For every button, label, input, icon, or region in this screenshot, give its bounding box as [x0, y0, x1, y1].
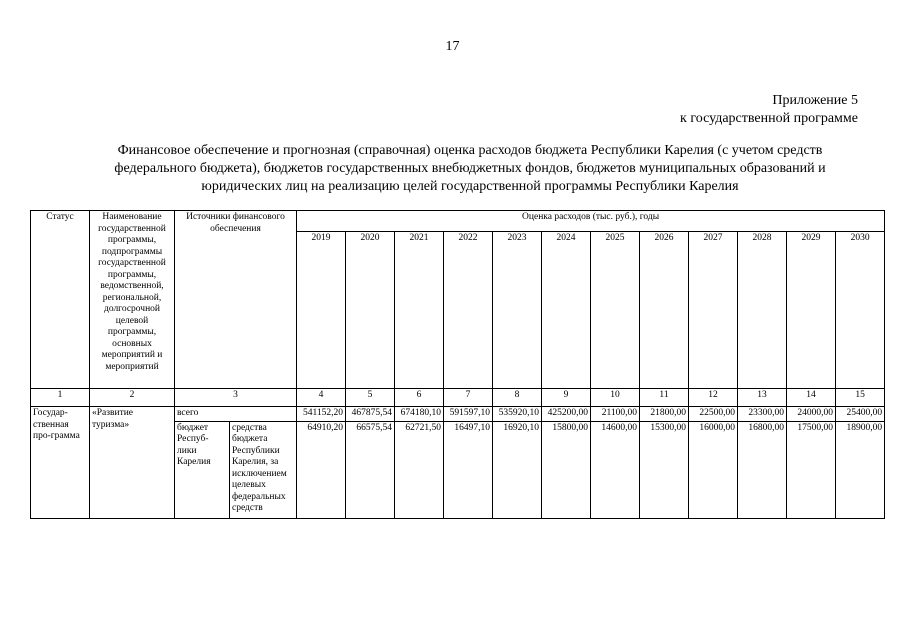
row-budget-sublabel: средства бюджета Республики Карелия, за исключением целевых федеральных средств	[230, 421, 297, 518]
header-year: 2028	[738, 232, 787, 389]
column-number: 2	[90, 389, 175, 407]
column-number: 11	[640, 389, 689, 407]
total-value: 535920,10	[493, 407, 542, 422]
total-value: 591597,10	[444, 407, 493, 422]
total-value: 23300,00	[738, 407, 787, 422]
budget-value: 66575,54	[346, 421, 395, 518]
header-year: 2019	[297, 232, 346, 389]
appendix-heading	[680, 92, 858, 128]
column-number: 12	[689, 389, 738, 407]
page-number: 17	[445, 39, 460, 54]
total-value: 22500,00	[689, 407, 738, 422]
table-row	[31, 407, 885, 422]
total-value: 467875,54	[346, 407, 395, 422]
header-year: 2020	[346, 232, 395, 389]
column-number: 9	[542, 389, 591, 407]
budget-value: 15300,00	[640, 421, 689, 518]
row-status: Государ-ственная про-грамма	[31, 407, 90, 519]
row-budget-label: бюджет Респуб-лики Карелия	[175, 421, 230, 518]
document-title	[80, 142, 860, 196]
appendix-line-2: к государственной программе	[680, 111, 858, 126]
column-number: 13	[738, 389, 787, 407]
finance-table	[30, 210, 885, 519]
header-year: 2023	[493, 232, 542, 389]
column-number: 15	[836, 389, 885, 407]
total-value: 425200,00	[542, 407, 591, 422]
column-number: 14	[787, 389, 836, 407]
total-value: 674180,10	[395, 407, 444, 422]
header-year: 2022	[444, 232, 493, 389]
column-number: 7	[444, 389, 493, 407]
header-year: 2025	[591, 232, 640, 389]
title-line-3: юридических лиц на реализацию целей государственной программы Республики Карелия	[201, 179, 739, 194]
column-number: 4	[297, 389, 346, 407]
row-program-name: «Развитие туризма»	[90, 407, 175, 519]
header-year: 2029	[787, 232, 836, 389]
budget-value: 62721,50	[395, 421, 444, 518]
total-value: 21100,00	[591, 407, 640, 422]
column-number: 1	[31, 389, 90, 407]
header-year: 2027	[689, 232, 738, 389]
header-sources: Источники финансового обеспечения	[175, 211, 297, 389]
budget-value: 16920,10	[493, 421, 542, 518]
title-line-1: Финансовое обеспечение и прогнозная (справочная) оценка расходов бюджета Республики Карелия (с учетом средств	[117, 143, 823, 158]
total-value: 21800,00	[640, 407, 689, 422]
budget-value: 16800,00	[738, 421, 787, 518]
header-year: 2030	[836, 232, 885, 389]
column-number: 10	[591, 389, 640, 407]
budget-value: 64910,20	[297, 421, 346, 518]
budget-value: 14600,00	[591, 421, 640, 518]
appendix-line-1: Приложение 5	[772, 93, 858, 108]
column-number: 5	[346, 389, 395, 407]
column-number: 6	[395, 389, 444, 407]
total-value: 25400,00	[836, 407, 885, 422]
header-year: 2024	[542, 232, 591, 389]
column-number: 8	[493, 389, 542, 407]
header-year: 2021	[395, 232, 444, 389]
title-line-2: федерального бюджета), бюджетов государственных внебюджетных фондов, бюджетов муниципальных образований и	[114, 161, 826, 176]
column-number: 3	[175, 389, 297, 407]
total-value: 24000,00	[787, 407, 836, 422]
budget-value: 17500,00	[787, 421, 836, 518]
row-total-label: всего	[175, 407, 297, 422]
header-status: Статус	[31, 211, 90, 389]
total-value: 541152,20	[297, 407, 346, 422]
budget-value: 18900,00	[836, 421, 885, 518]
budget-value: 15800,00	[542, 421, 591, 518]
header-year: 2026	[640, 232, 689, 389]
header-name: Наименование государственной программы, подпрограммы государственной программы, ведомственной, региональной, долгосрочной целевой программы, основных мероприятий и мероприятий	[90, 211, 175, 389]
budget-value: 16000,00	[689, 421, 738, 518]
header-estimate: Оценка расходов (тыс. руб.), годы	[297, 211, 885, 232]
budget-value: 16497,10	[444, 421, 493, 518]
